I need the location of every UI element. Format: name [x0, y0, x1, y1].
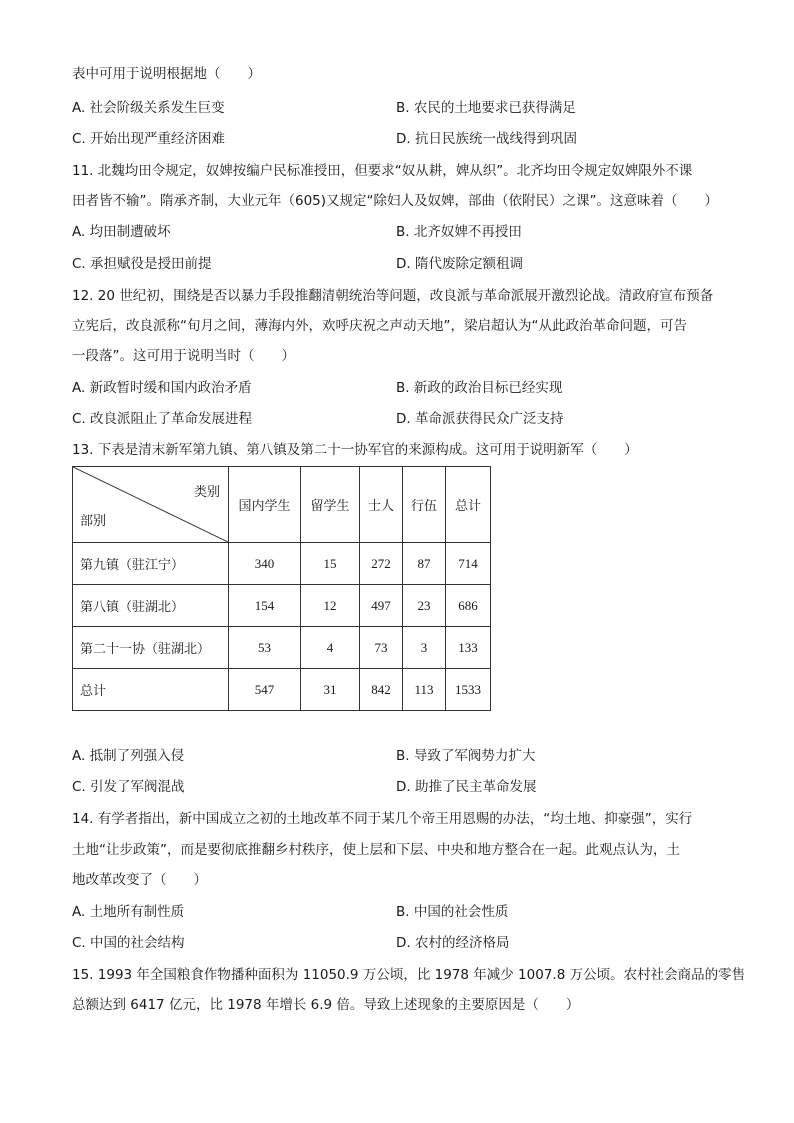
table-cell: 12: [301, 585, 360, 627]
corner-diagonal: [73, 467, 228, 542]
table-header: 国内学生: [229, 467, 301, 543]
table-cell: 87: [403, 543, 446, 585]
corner-label-category: 类别: [193, 485, 220, 500]
table-header: 留学生: [301, 467, 360, 543]
table-cell: 4: [301, 627, 360, 669]
table-cell: 3: [403, 627, 446, 669]
q11-stem-line1: 11. 北魏均田令规定，奴婢按编户民标准授田，但要求“奴从耕，婢从织”。北齐均田令规定奴婢限外不课: [72, 163, 693, 179]
table-cell: 53: [229, 627, 301, 669]
q13-option-d: D. 助推了民主革命发展: [396, 779, 537, 795]
q14-stem-line2: 土地“让步政策”，而是要彻底推翻乡村秩序，使上层和下层、中央和地方整合在一起。此观点认为，土: [72, 842, 680, 858]
table-cell: 1533: [446, 669, 491, 711]
q15-stem-line1: 15. 1993 年全国粮食作物播种面积为 11050.9 万公顷，比 1978 年减少 1007.8 万公顷。农村社会商品的零售: [72, 967, 746, 983]
q11-option-d: D. 隋代废除定额租调: [396, 256, 523, 272]
q12-option-a: A. 新政暂时缓和国内政治矛盾: [72, 380, 252, 396]
q10-option-c: C. 开始出现严重经济困难: [72, 131, 226, 147]
q13-stem: 13. 下表是清末新军第九镇、第八镇及第二十一协军官的来源构成。这可用于说明新军（ ）: [72, 442, 638, 458]
q12-option-b: B. 新政的政治目标已经实现: [396, 380, 563, 396]
table-cell: 340: [229, 543, 301, 585]
table-cell: 842: [360, 669, 403, 711]
table-header: 总计: [446, 467, 491, 543]
table-cell: 31: [301, 669, 360, 711]
q11-stem-line2: 田者皆不输”。隋承齐制，大业元年（605)又规定“除妇人及奴婢，部曲（依附民）之课”。这意味着（ ）: [72, 193, 719, 209]
table-corner-cell: [73, 467, 229, 543]
table-row: [73, 585, 491, 627]
q12-stem-line1: 12. 20 世纪初，围绕是否以暴力手段推翻清朝统治等问题，改良派与革命派展开激烈论战。清政府宣布预备: [72, 288, 714, 304]
q14-option-b: B. 中国的社会性质: [396, 904, 509, 920]
row-label: 第九镇（驻江宁）: [73, 543, 229, 585]
q15-stem-line2: 总额达到 6417 亿元，比 1978 年增长 6.9 倍。导致上述现象的主要原因是（ ）: [72, 997, 580, 1013]
table-row: [73, 669, 491, 711]
table-cell: 15: [301, 543, 360, 585]
q13-option-c: C. 引发了军阀混战: [72, 779, 185, 795]
table-header-row: [73, 467, 491, 543]
table-cell: 547: [229, 669, 301, 711]
q10-stem-tail: 表中可用于说明根据地（ ）: [72, 66, 261, 82]
q10-option-d: D. 抗日民族统一战线得到巩固: [396, 131, 577, 147]
q11-option-b: B. 北齐奴婢不再授田: [396, 224, 522, 240]
table-row: [73, 627, 491, 669]
table-cell: 113: [403, 669, 446, 711]
q14-stem-line3: 地改革改变了（ ）: [72, 872, 207, 888]
q10-option-b: B. 农民的土地要求已获得满足: [396, 100, 576, 116]
table-cell: 497: [360, 585, 403, 627]
q12-option-c: C. 改良派阻止了革命发展进程: [72, 411, 253, 427]
q12-stem-line2: 立宪后，改良派称“旬月之间，薄海内外，欢呼庆祝之声动天地”，梁启超认为“从此政治革命问题，可告: [72, 318, 687, 334]
table-cell: 133: [446, 627, 491, 669]
table-cell: 714: [446, 543, 491, 585]
table-cell: 272: [360, 543, 403, 585]
q12-stem-line3: 一段落”。这可用于说明当时（ ）: [72, 348, 295, 364]
row-label: 第二十一协（驻湖北）: [73, 627, 229, 669]
table-cell: 154: [229, 585, 301, 627]
table-cell: 73: [360, 627, 403, 669]
officer-source-table: [72, 466, 491, 711]
row-label: 第八镇（驻湖北）: [73, 585, 229, 627]
table-cell: 686: [446, 585, 491, 627]
table-header: 行伍: [403, 467, 446, 543]
q13-option-a: A. 抵制了列强入侵: [72, 748, 185, 764]
q14-option-d: D. 农村的经济格局: [396, 935, 510, 951]
q12-option-d: D. 革命派获得民众广泛支持: [396, 411, 564, 427]
corner-label-unit: 部别: [80, 514, 107, 529]
table-cell: 23: [403, 585, 446, 627]
q14-option-a: A. 土地所有制性质: [72, 904, 185, 920]
table-row: [73, 543, 491, 585]
table-header: 士人: [360, 467, 403, 543]
q10-option-a: A. 社会阶级关系发生巨变: [72, 100, 225, 116]
q11-option-a: A. 均田制遭破坏: [72, 224, 171, 240]
q11-option-c: C. 承担赋役是授田前提: [72, 256, 212, 272]
q13-option-b: B. 导致了军阀势力扩大: [396, 748, 536, 764]
q14-option-c: C. 中国的社会结构: [72, 935, 185, 951]
q14-stem-line1: 14. 有学者指出，新中国成立之初的土地改革不同于某几个帝王用恩赐的办法，“均土地、抑豪强”，实行: [72, 811, 693, 827]
row-label: 总计: [73, 669, 229, 711]
